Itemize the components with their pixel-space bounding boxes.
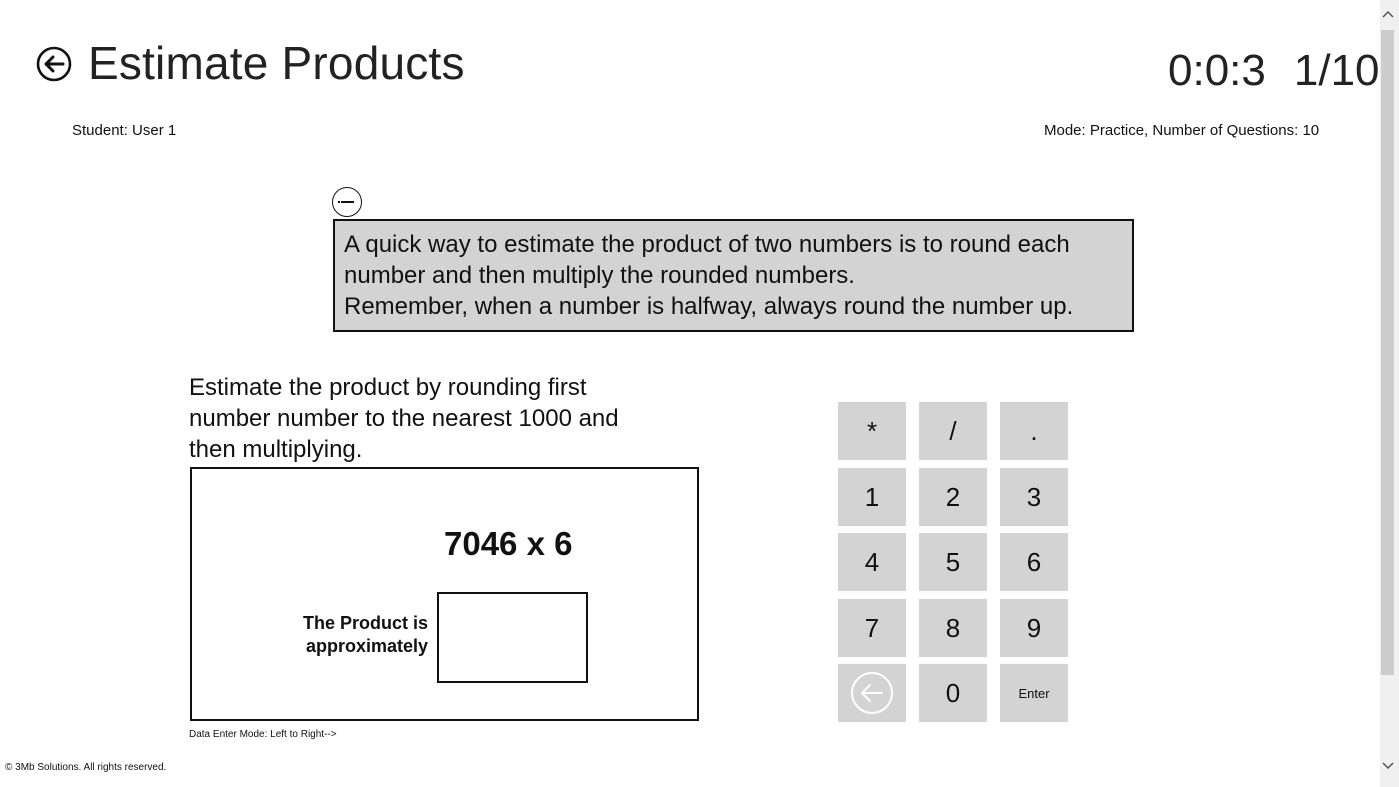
hint-line: Remember, when a number is halfway, always round the number up. bbox=[344, 293, 1074, 320]
hint-line: number and then multiply the rounded numbers. bbox=[344, 262, 855, 289]
key-multiply[interactable]: * bbox=[838, 402, 906, 460]
student-name: Student: User 1 bbox=[72, 122, 177, 139]
back-button[interactable] bbox=[36, 46, 72, 82]
instruction-line: Estimate the product by rounding first bbox=[189, 374, 587, 401]
answer-label-line: The Product is bbox=[302, 613, 428, 633]
answer-label bbox=[296, 612, 428, 658]
key-1[interactable]: 1 bbox=[838, 468, 906, 526]
collapse-hint-button[interactable] bbox=[332, 187, 362, 217]
answer-input[interactable] bbox=[437, 592, 588, 683]
key-8[interactable]: 8 bbox=[919, 599, 987, 657]
key-decimal[interactable]: . bbox=[1000, 402, 1068, 460]
chevron-down-icon[interactable] bbox=[1382, 760, 1394, 773]
scrollbar-thumb[interactable] bbox=[1381, 30, 1394, 675]
collapse-icon bbox=[338, 201, 340, 203]
key-divide[interactable]: / bbox=[919, 402, 987, 460]
key-5[interactable]: 5 bbox=[919, 533, 987, 591]
page-title: Estimate Products bbox=[88, 37, 465, 89]
back-arrow-icon bbox=[36, 46, 72, 82]
key-backspace[interactable] bbox=[838, 664, 906, 722]
copyright: © 3Mb Solutions. All rights reserved. bbox=[5, 762, 167, 773]
key-enter[interactable]: Enter bbox=[1000, 664, 1068, 722]
backspace-icon bbox=[850, 671, 894, 715]
question-progress: 1/10 bbox=[1293, 46, 1380, 95]
key-2[interactable]: 2 bbox=[919, 468, 987, 526]
instruction-line: number number to the nearest 1000 and bbox=[189, 405, 619, 432]
instruction-line: then multiplying. bbox=[189, 436, 363, 463]
timer-progress bbox=[1168, 46, 1380, 96]
timer: 0:0:3 bbox=[1168, 46, 1266, 95]
key-4[interactable]: 4 bbox=[838, 533, 906, 591]
data-enter-mode: Data Enter Mode: Left to Right--> bbox=[189, 729, 337, 740]
chevron-up-icon[interactable] bbox=[1382, 8, 1394, 21]
mode-info: Mode: Practice, Number of Questions: 10 bbox=[1044, 122, 1320, 139]
answer-label-line: approximately bbox=[305, 636, 428, 656]
hint-box bbox=[333, 219, 1134, 332]
key-6[interactable]: 6 bbox=[1000, 533, 1068, 591]
question-instructions bbox=[189, 372, 689, 465]
problem-text: 7046 x 6 bbox=[444, 525, 573, 562]
key-3[interactable]: 3 bbox=[1000, 468, 1068, 526]
key-7[interactable]: 7 bbox=[838, 599, 906, 657]
hint-line: A quick way to estimate the product of two numbers is to round each bbox=[344, 231, 1070, 258]
key-0[interactable]: 0 bbox=[919, 664, 987, 722]
key-9[interactable]: 9 bbox=[1000, 599, 1068, 657]
